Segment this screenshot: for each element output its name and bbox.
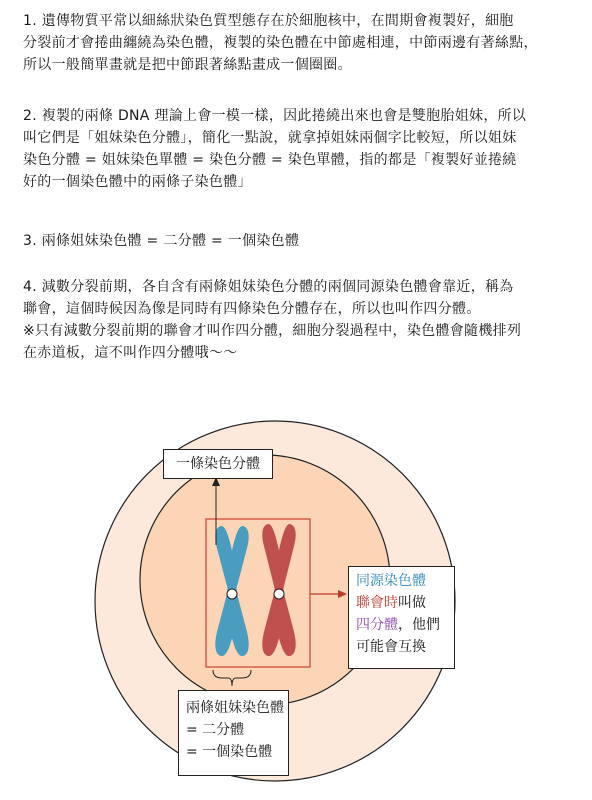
tetrad-label-line-1 (356, 570, 454, 592)
cell-diagram (0, 380, 592, 800)
sister-chromatids-line-1: 兩條姐妹染色體 (186, 700, 284, 716)
synapsis-text: 聯會時 (356, 595, 398, 611)
they-text: ，他們 (398, 617, 440, 633)
paragraph-line: 染色分體 = 姐妹染色單體 = 染色分體 = 染色單體，指的都是「複製好並捲繞 (23, 152, 517, 168)
paragraph-4 (23, 276, 578, 364)
paragraph-line: 好的一個染色體中的兩條子染色體」 (23, 174, 252, 190)
paragraph-line: 2. 複製的兩條 DNA 理論上會一模一樣，因此捲繞出來也會是雙胞胎姐妹，所以 (23, 108, 527, 124)
crossover-text: 可能會互換 (356, 639, 426, 655)
centromere-red (274, 589, 284, 599)
centromere-blue (227, 589, 237, 599)
tetrad-label-line-4 (356, 636, 454, 658)
sister-chromatids-line-2: = 二分體 (186, 722, 245, 738)
paragraph-1 (23, 10, 578, 76)
homologous-chromosome-text: 同源染色體 (356, 573, 426, 589)
tetrad-label-line-2 (356, 592, 454, 614)
paragraph-line: ※只有減數分裂前期的聯會才叫作四分體，細胞分裂過程中，染色體會隨機排列 (23, 323, 522, 339)
paragraph-line: 4. 減數分裂前期，各自含有兩條姐妹染色分體的兩個同源染色體會靠近，稱為 (23, 279, 514, 295)
paragraph-line: 聯會，這個時候因為像是同時有四條染色分體存在，所以也叫作四分體。 (23, 301, 481, 317)
chromatid-label (163, 449, 273, 479)
paragraph-line: 在赤道板，這不叫作四分體哦～～ (23, 345, 238, 361)
paragraph-line: 1. 遺傳物質平常以細絲狀染色質型態存在於細胞核中，在間期會複製好，細胞 (23, 13, 514, 29)
sister-chromatids-label (178, 690, 289, 776)
paragraph-3 (23, 230, 578, 252)
tetrad-text: 四分體 (356, 617, 398, 633)
paragraph-line: 3. 兩條姐妹染色體 = 二分體 = 一個染色體 (23, 233, 300, 249)
paragraph-line: 叫它們是「姐妹染色分體」，簡化一點說，就拿掉姐妹兩個字比較短，所以姐妹 (23, 130, 517, 146)
paragraph-2 (23, 105, 578, 193)
chromatid-label-text: 一條染色分體 (176, 456, 260, 472)
tetrad-label (348, 566, 455, 669)
paragraph-line: 分裂前才會捲曲纏繞為染色體，複製的染色體在中節處相連，中節兩邊有著絲點， (23, 35, 538, 51)
paragraph-line: 所以一般簡單畫就是把中節跟著絲點畫成一個圈圈。 (23, 57, 352, 73)
sister-chromatids-line-3: = 一個染色體 (186, 744, 273, 760)
tetrad-label-line-3 (356, 614, 454, 636)
called-text: 叫做 (398, 595, 426, 611)
